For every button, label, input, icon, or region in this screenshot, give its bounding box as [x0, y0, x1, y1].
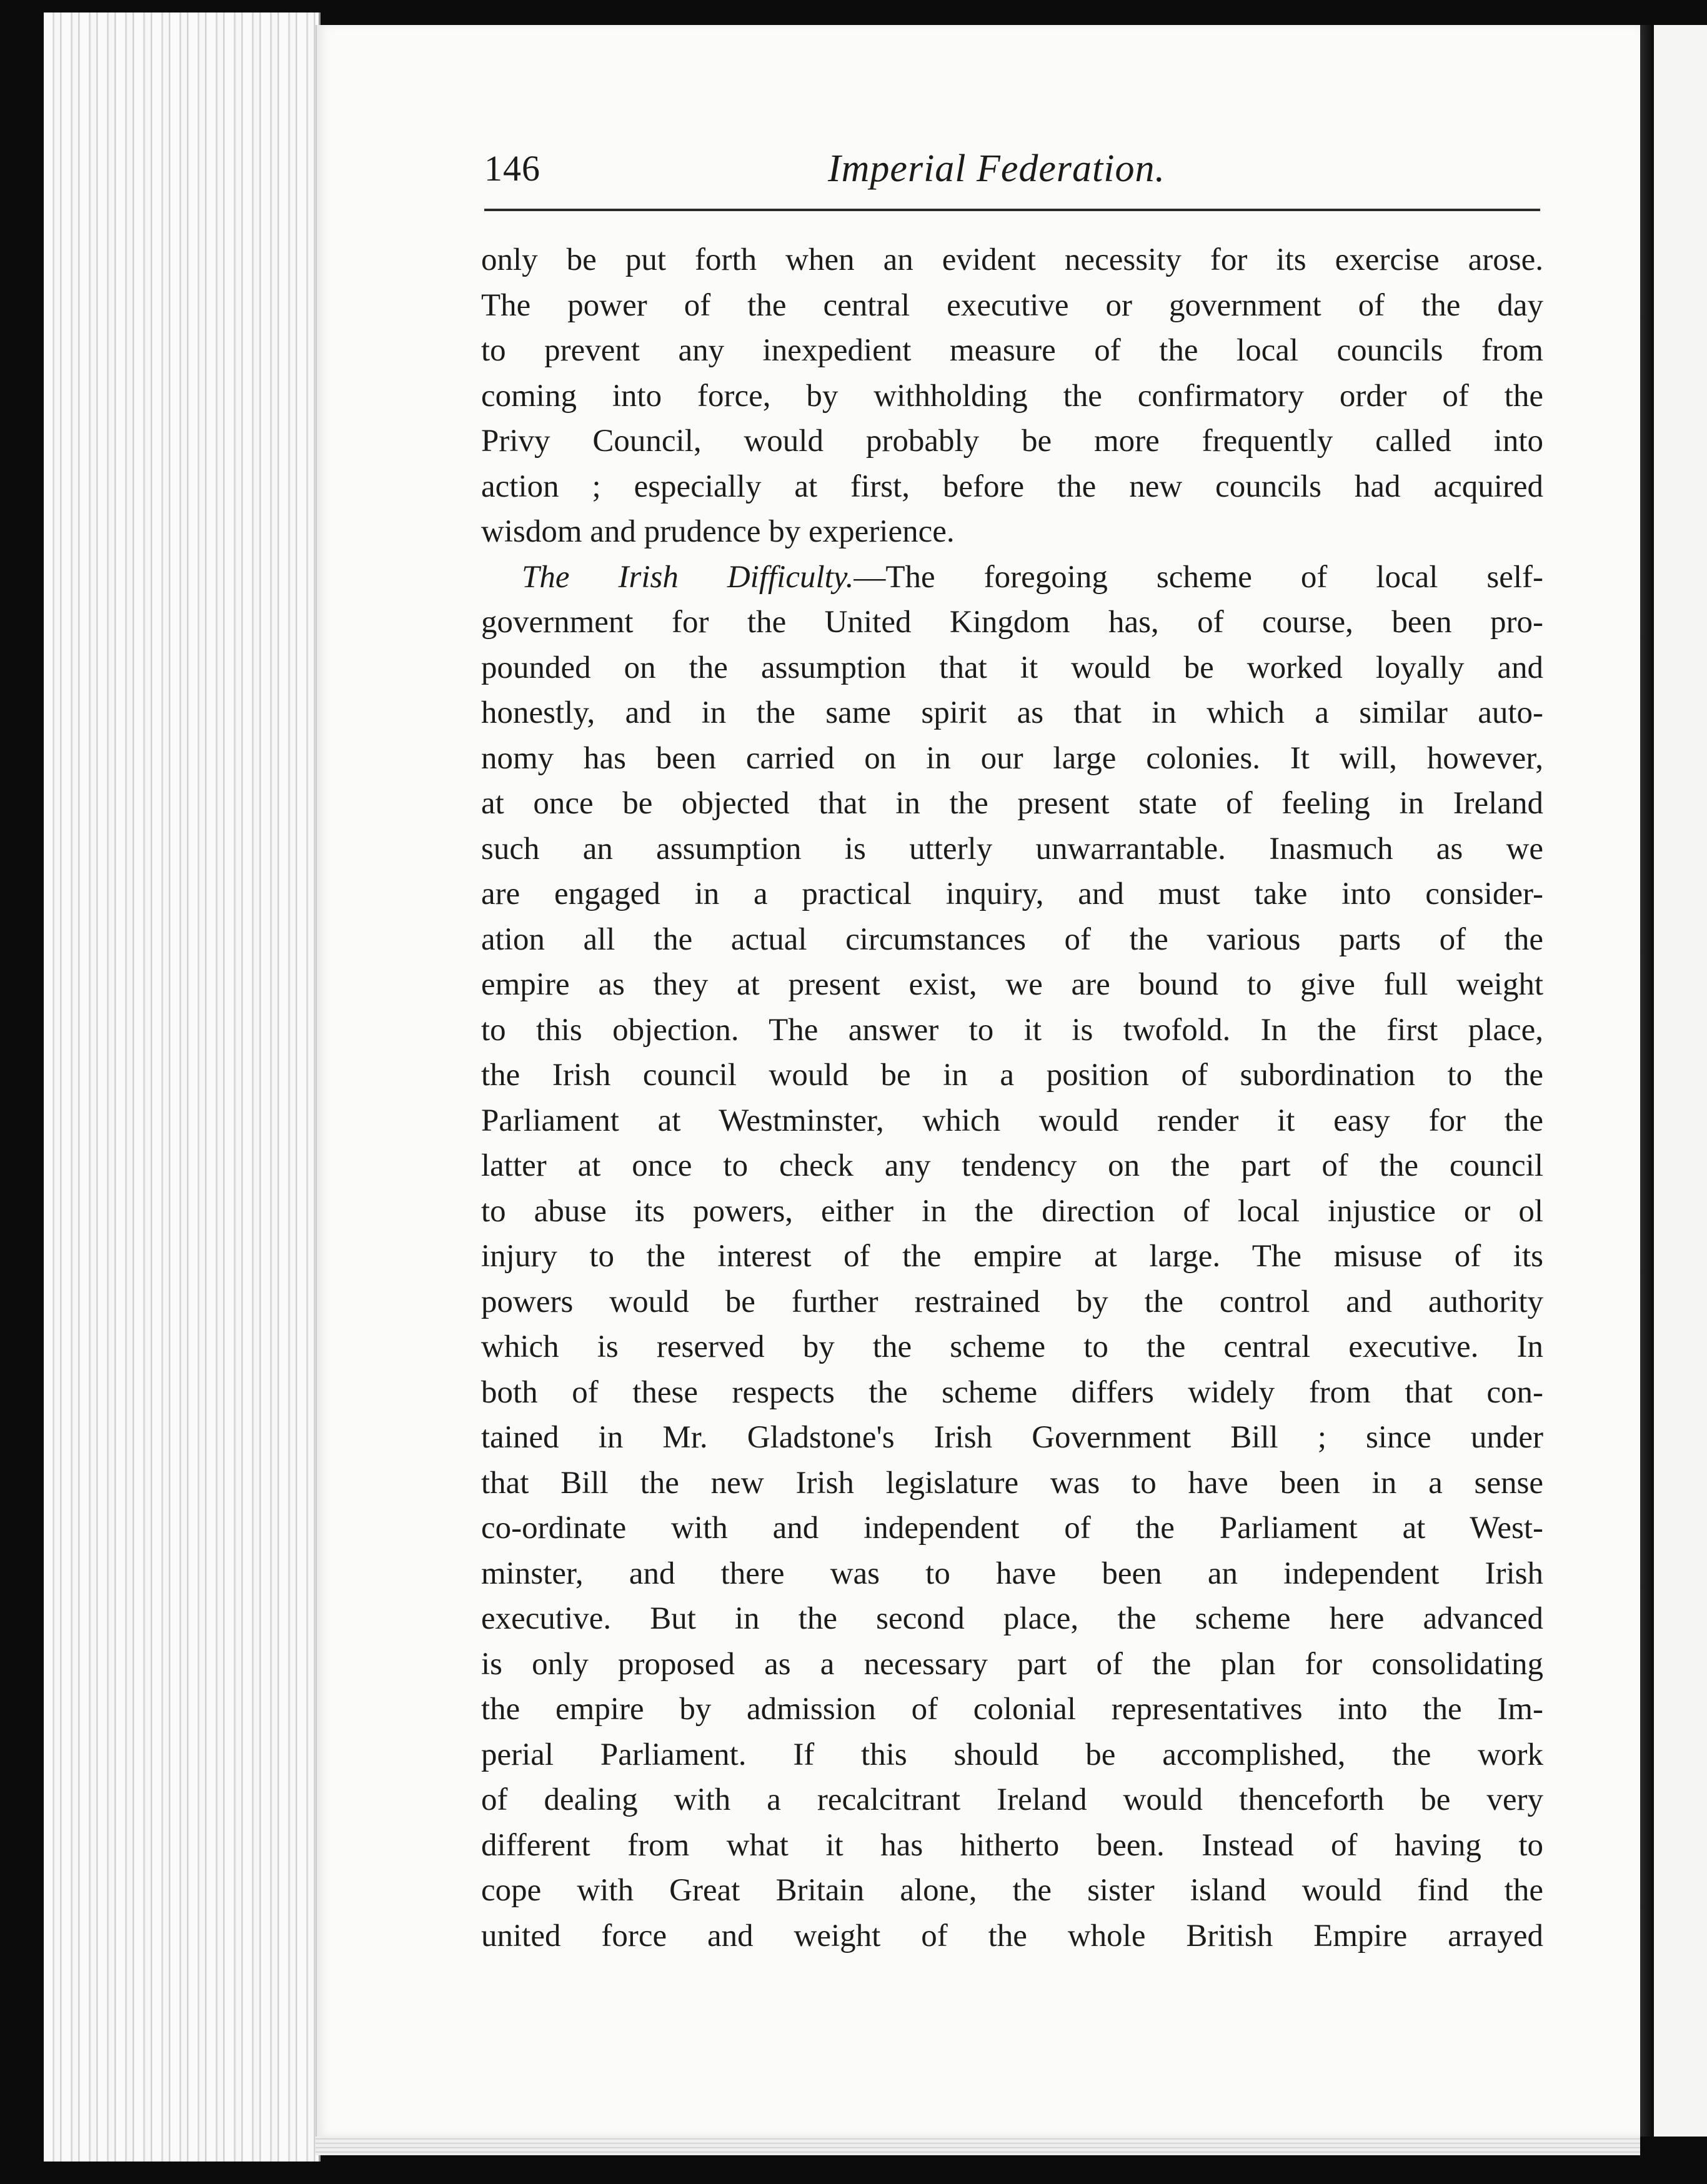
text-line [481, 555, 1543, 600]
text-line: to this objection. The answer to it is twofold. In the first place, [481, 1012, 1543, 1048]
text-line: at once be objected that in the present state of feeling in Ireland [481, 786, 1543, 821]
text-line: minster, and there was to have been an independent Irish [481, 1556, 1543, 1591]
text-line: perial Parliament. If this should be accomplished, the work [481, 1737, 1543, 1772]
text-line: both of these respects the scheme differs widely from that con- [481, 1374, 1543, 1410]
running-head [484, 141, 1540, 197]
text-line: government for the United Kingdom has, of course, been pro- [481, 605, 1543, 640]
facing-page-edge [1654, 25, 1707, 2137]
body-text [481, 237, 1543, 1958]
header-rule [484, 209, 1540, 211]
text-line: different from what it has hitherto been. Instead of having to [481, 1827, 1543, 1863]
text-line: powers would be further restrained by the control and authority [481, 1284, 1543, 1319]
text-line: empire as they at present exist, we are bound to give full weight [481, 967, 1543, 1002]
text-line: wisdom and prudence by experience. [481, 514, 955, 549]
text-line: to abuse its powers, either in the direction of local injustice or ol [481, 1193, 1543, 1229]
text-line: pounded on the assumption that it would be worked loyally and [481, 650, 1543, 685]
line-text: —The foregoing scheme of local self- [854, 559, 1543, 595]
gutter-shadow [1640, 25, 1654, 2137]
text-line: nomy has been carried on in our large colonies. It will, however, [481, 740, 1543, 776]
text-line: coming into force, by withholding the confirmatory order of the [481, 378, 1543, 414]
running-title: Imperial Federation. [828, 147, 1166, 190]
text-line: cope with Great Britain alone, the sister island would find the [481, 1873, 1543, 1908]
bottom-page-edges [316, 2137, 1640, 2155]
text-line: are engaged in a practical inquiry, and must take into consider- [481, 876, 1543, 911]
text-line: latter at once to check any tendency on the part of the council [481, 1148, 1543, 1183]
text-line: the Irish council would be in a position of subordination to the [481, 1058, 1543, 1093]
text-line: injury to the interest of the empire at large. The misuse of its [481, 1239, 1543, 1274]
text-line: which is reserved by the scheme to the central executive. In [481, 1329, 1543, 1364]
text-line: action ; especially at first, before the new councils had acquired [481, 469, 1543, 504]
page-number: 146 [484, 148, 540, 189]
text-line: such an assumption is utterly unwarrantable. Inasmuch as we [481, 831, 1543, 866]
text-line: only be put forth when an evident necessity for its exercise arose. [481, 242, 1543, 277]
stacked-page-edges [44, 12, 321, 2162]
text-line: united force and weight of the whole British Empire arrayed [481, 1918, 1543, 1953]
text-line: Privy Council, would probably be more frequently called into [481, 424, 1543, 459]
text-line: to prevent any inexpedient measure of the local councils from [481, 333, 1543, 368]
text-line: ation all the actual circumstances of the various parts of the [481, 921, 1543, 957]
text-line: The power of the central executive or government of the day [481, 287, 1543, 323]
text-line: the empire by admission of colonial representatives into the Im- [481, 1692, 1543, 1727]
section-lead-italic: The Irish Difficulty. [522, 559, 854, 595]
text-line: executive. But in the second place, the scheme here advanced [481, 1601, 1543, 1636]
text-line: tained in Mr. Gladstone's Irish Government Bill ; since under [481, 1420, 1543, 1455]
text-line: Parliament at Westminster, which would render it easy for the [481, 1103, 1543, 1138]
text-line: co-ordinate with and independent of the Parliament at West- [481, 1511, 1543, 1546]
text-line: of dealing with a recalcitrant Ireland would thenceforth be very [481, 1782, 1543, 1817]
text-line: honestly, and in the same spirit as that in which a similar auto- [481, 695, 1543, 730]
text-line: is only proposed as a necessary part of the plan for consolidating [481, 1646, 1543, 1682]
text-line: that Bill the new Irish legislature was to have been in a sense [481, 1465, 1543, 1501]
